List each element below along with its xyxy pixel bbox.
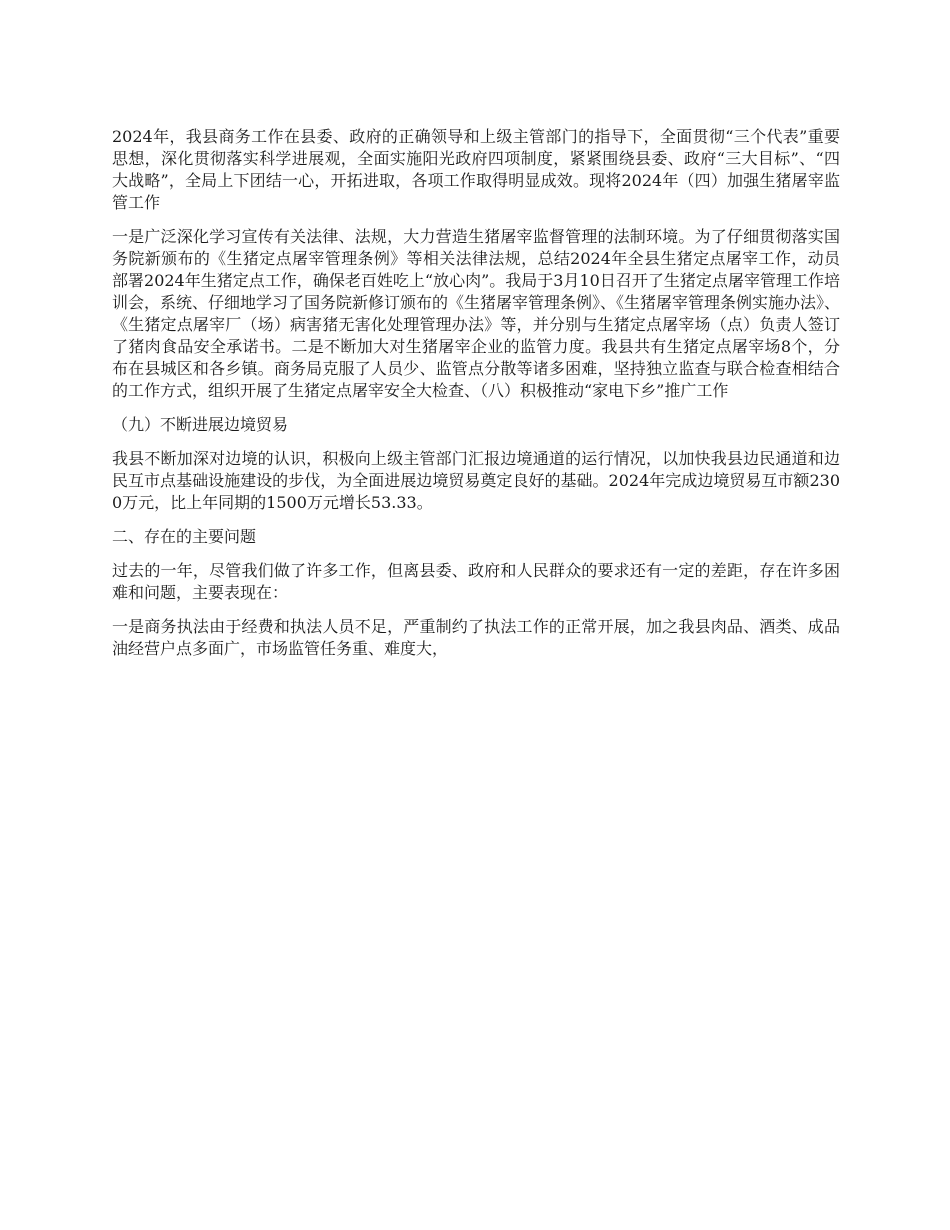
intro-paragraph: 2024年，我县商务工作在县委、政府的正确领导和上级主管部门的指导下，全面贯彻“三个代表”重要思想，深化贯彻落实科学进展观，全面实施阳光政府四项制度，紧紧围绕县委、政府“三大目标”、“四大战略”，全局上下团结一心，开拓进取，各项工作取得明显成效。现将2024年（四）加强生猪屠宰监管工作 [112, 127, 840, 212]
problems-intro-paragraph: 过去的一年，尽管我们做了许多工作，但离县委、政府和人民群众的要求还有一定的差距，存在许多困难和问题，主要表现在： [112, 561, 840, 602]
document-body [112, 126, 840, 672]
problem-one-paragraph: 一是商务执法由于经费和执法人员不足，严重制约了执法工作的正常开展，加之我县肉品、酒类、成品油经营户点多面广，市场监管任务重、难度大， [112, 617, 840, 658]
section-heading-problems: 二、存在的主要问题 [112, 527, 257, 546]
section-heading-border-trade: （九）不断进展边境贸易 [112, 415, 289, 434]
border-trade-paragraph: 我县不断加深对边境的认识，积极向上级主管部门汇报边境通道的运行情况，以加快我县边民通道和边民互市点基础设施建设的步伐，为全面进展边境贸易奠定良好的基础。2024年完成边境贸易互市额2300万元，比上年同期的1500万元增长53.33。 [112, 449, 840, 512]
pig-slaughter-paragraph: 一是广泛深化学习宣传有关法律、法规，大力营造生猪屠宰监督管理的法制环境。为了仔细贯彻落实国务院新颁布的《生猪定点屠宰管理条例》等相关法律法规，总结2024年全县生猪定点屠宰工作，动员部署2024年生猪定点工作，确保老百姓吃上“放心肉”。我局于3月10日召开了生猪定点屠宰管理工作培训会，系统、仔细地学习了国务院新修订颁布的《生猪屠宰管理条例》、《生猪屠宰管理条例实施办法》、《生猪定点屠宰厂（场）病害猪无害化处理管理办法》等，并分别与生猪定点屠宰场（点）负责人签订了猪肉食品安全承诺书。二是不断加大对生猪屠宰企业的监管力度。我县共有生猪定点屠宰场8个，分布在县城区和各乡镇。商务局克服了人员少、监管点分散等诸多困难，坚持独立监查与联合检查相结合的工作方式，组织开展了生猪定点屠宰安全大检查、（八）积极推动“家电下乡”推广工作 [112, 227, 841, 400]
